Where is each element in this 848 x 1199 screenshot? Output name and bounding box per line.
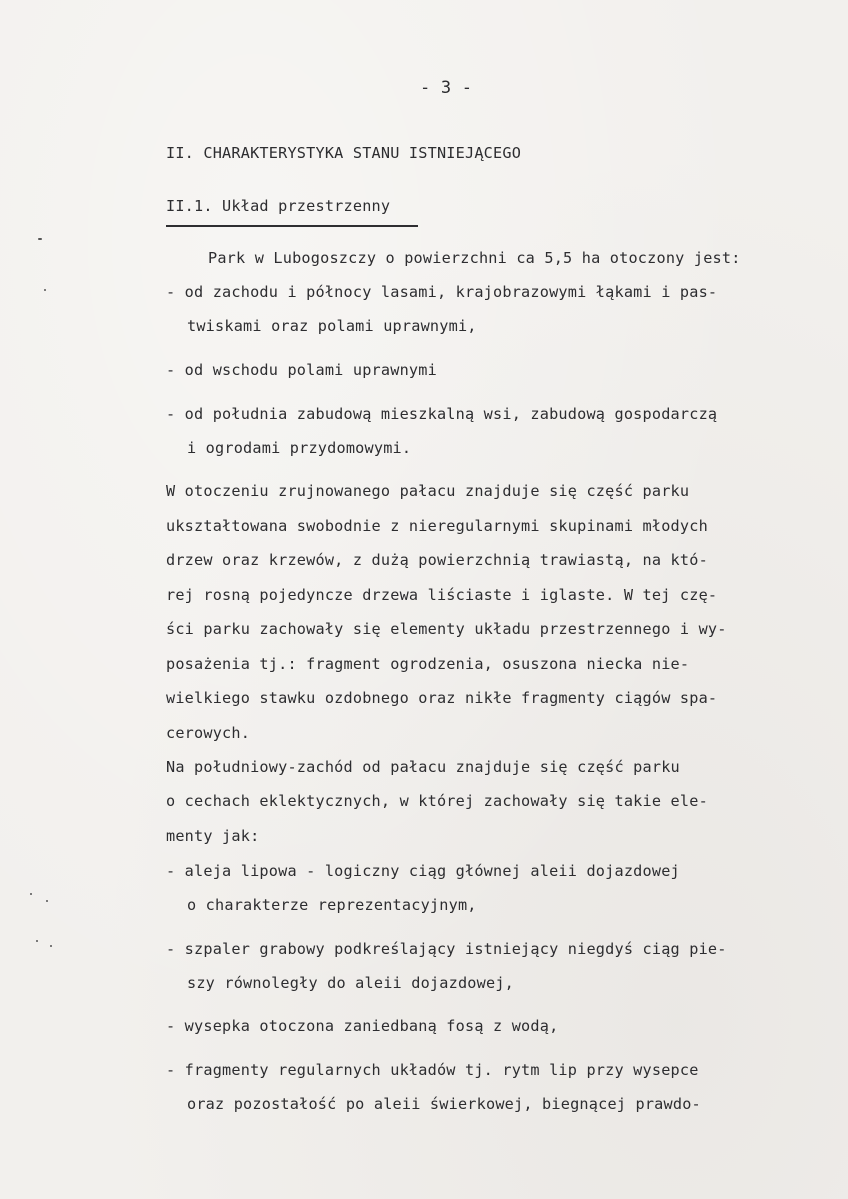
text-line: - od wschodu polami uprawnymi [166, 361, 437, 379]
text-line: - fragmenty regularnych układów tj. rytm lip przy wysepce [166, 1061, 699, 1079]
text-line: twiskami oraz polami uprawnymi, [187, 317, 477, 335]
subsection-heading: II.1. Układ przestrzenny [166, 197, 391, 215]
text-line: ści parku zachowały się elementy układu przestrzennego i wy- [166, 620, 727, 638]
text-line: o cechach eklektycznych, w której zachowały się takie ele- [166, 792, 708, 810]
section-heading: II. CHARAKTERYSTYKA STANU ISTNIEJĄCEGO [166, 144, 522, 162]
text-line: - od zachodu i północy lasami, krajobrazowymi łąkami i pas- [166, 283, 718, 301]
text-line: - od południa zabudową mieszkalną wsi, zabudową gospodarczą [166, 405, 718, 423]
text-line: cerowych. [166, 724, 251, 742]
text-line: - wysepka otoczona zaniedbaną fosą z wodą, [166, 1017, 559, 1035]
scan-speck [30, 893, 32, 895]
text-line: szy równoległy do aleii dojazdowej, [187, 974, 515, 992]
text-line: i ogrodami przydomowymi. [187, 439, 412, 457]
text-line: rej rosną pojedyncze drzewa liściaste i iglaste. W tej czę- [166, 586, 718, 604]
scan-speck [36, 940, 38, 942]
subsection-heading-underline [166, 225, 418, 227]
page-number: - 3 - [420, 78, 473, 98]
text-line: posażenia tj.: fragment ogrodzenia, osuszona niecka nie- [166, 655, 690, 673]
text-line: W otoczeniu zrujnowanego pałacu znajduje się część parku [166, 482, 690, 500]
scan-speck [46, 900, 48, 902]
text-line: menty jak: [166, 827, 260, 845]
scan-speck [50, 945, 52, 947]
text-line: - szpaler grabowy podkreślający istniejący niegdyś ciąg pie- [166, 940, 727, 958]
scan-speck [38, 238, 42, 240]
text-line: oraz pozostałość po aleii świerkowej, biegnącej prawdo- [187, 1095, 701, 1113]
text-line: Park w Lubogoszczy o powierzchni ca 5,5 ha otoczony jest: [208, 249, 741, 267]
text-line: drzew oraz krzewów, z dużą powierzchnią trawiastą, na któ- [166, 551, 708, 569]
scan-speck [44, 289, 46, 291]
text-line: Na południowy-zachód od pałacu znajduje się część parku [166, 758, 680, 776]
text-line: ukształtowana swobodnie z nieregularnymi skupinami młodych [166, 517, 708, 535]
text-line: wielkiego stawku ozdobnego oraz nikłe fragmenty ciągów spa- [166, 689, 718, 707]
text-line: o charakterze reprezentacyjnym, [187, 896, 477, 914]
text-line: - aleja lipowa - logiczny ciąg głównej aleii dojazdowej [166, 862, 680, 880]
